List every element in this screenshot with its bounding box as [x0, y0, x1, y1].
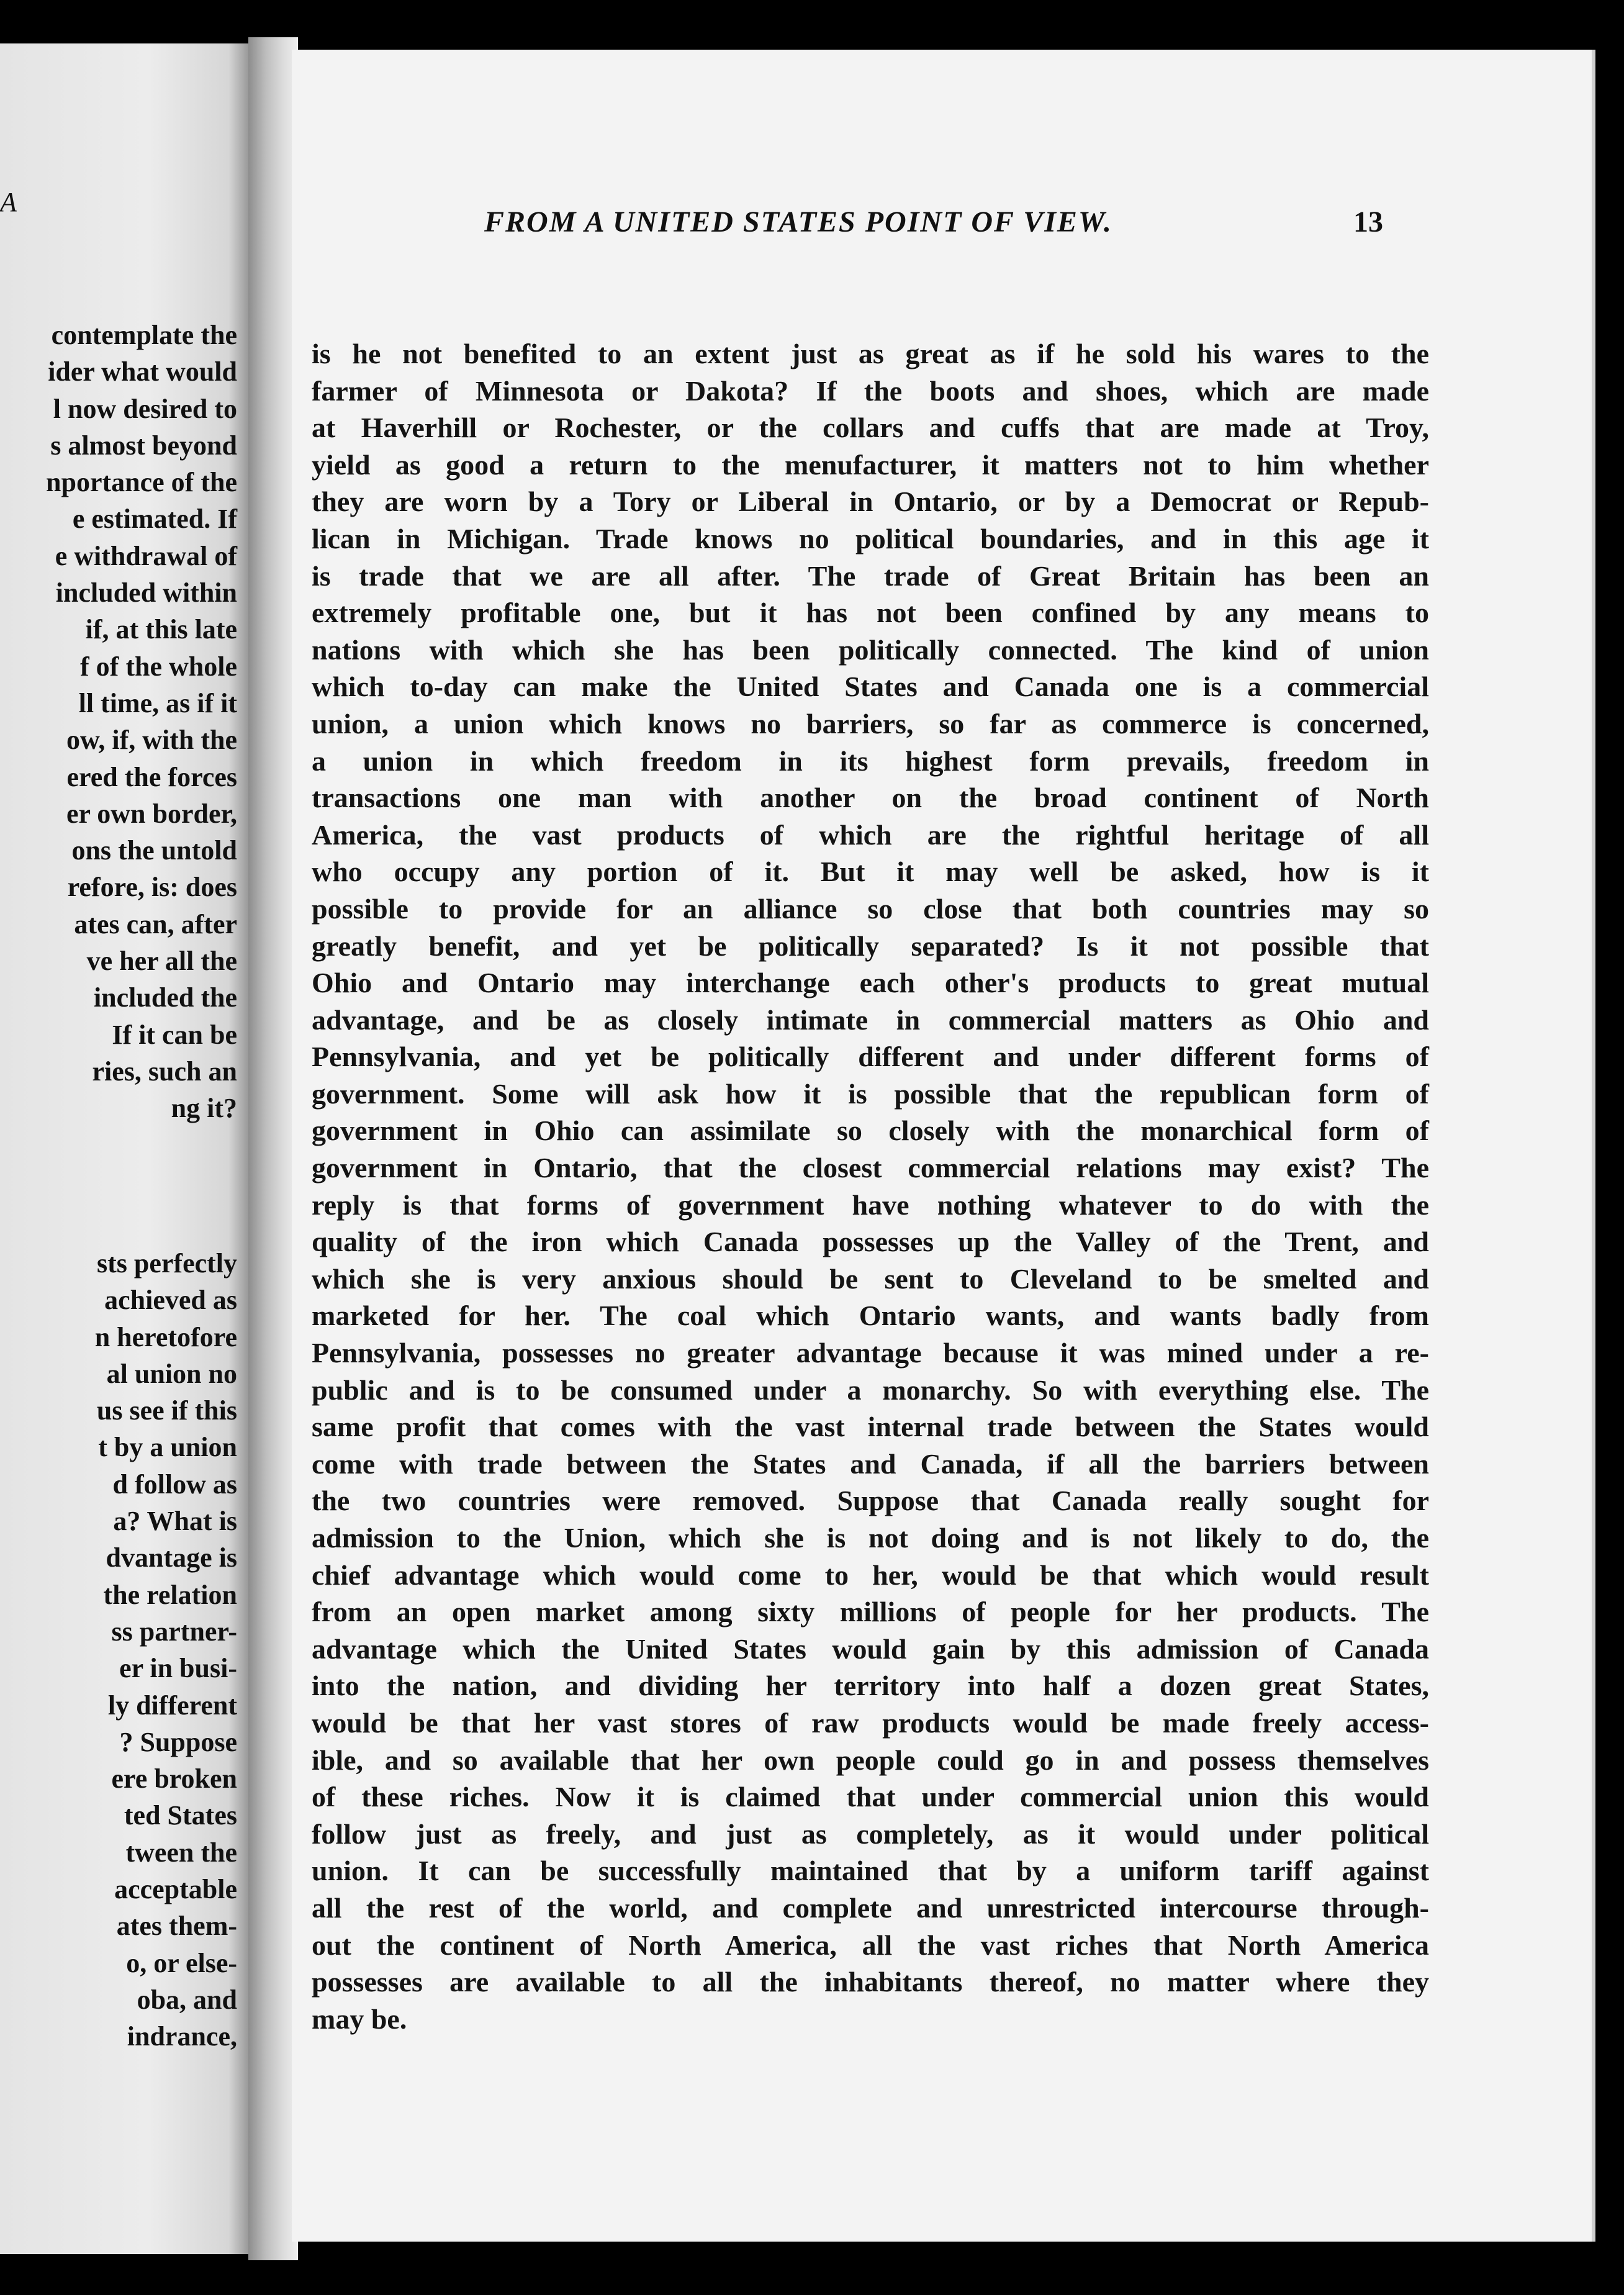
- previous-page-line: included within: [55, 577, 237, 609]
- previous-page-line: e withdrawal of: [55, 540, 237, 571]
- previous-page-line: ered the forces: [66, 761, 237, 792]
- text-line: union, a union which knows no barriers, so far as commerce is concerned,: [312, 707, 1429, 740]
- text-line: the two countries were removed. Suppose that Canada really sought for: [312, 1485, 1429, 1517]
- previous-page-line: oba, and: [137, 1984, 237, 2015]
- text-line: advantage which the United States would gain by this admission of Canada: [312, 1632, 1429, 1665]
- previous-page-line: ow, if, with the: [66, 725, 237, 756]
- text-line: possesses are available to all the inhabitants thereof, no matter where they: [312, 1966, 1429, 1998]
- previous-page-line: included the: [93, 982, 237, 1013]
- text-line: admission to the Union, which she is not doing and is not likely to do, the: [312, 1522, 1429, 1554]
- text-line: America, the vast products of which are the rightful heritage of all: [312, 818, 1429, 851]
- previous-page-line: ss partner-: [111, 1616, 237, 1647]
- previous-page-line: ries, such an: [92, 1056, 237, 1087]
- text-line: which to-day can make the United States and Canada one is a commercial: [312, 671, 1429, 703]
- previous-page-strip: [0, 43, 248, 2254]
- text-line: union. It can be successfully maintained that by a uniform tariff against: [312, 1855, 1429, 1887]
- previous-page-line: er own border,: [66, 798, 237, 829]
- previous-page-line: al union no: [106, 1358, 237, 1389]
- previous-page-line: ll time, as if it: [78, 687, 237, 718]
- text-line: of these riches. Now it is claimed that under commercial union this would: [312, 1781, 1429, 1813]
- text-line: all the rest of the world, and complete and unrestricted intercourse through-: [312, 1891, 1429, 1924]
- text-line: follow just as freely, and just as completely, as it would under political: [312, 1817, 1429, 1850]
- text-line: a union in which freedom in its highest form prevails, freedom in: [312, 745, 1429, 777]
- previous-page-line: dvantage is: [106, 1542, 237, 1573]
- book-gutter: [248, 37, 298, 2260]
- text-line: may be.: [312, 2003, 407, 2035]
- previous-page-text-upper: [0, 317, 237, 1127]
- text-line: at Haverhill or Rochester, or the collars and cuffs that are made at Troy,: [312, 412, 1429, 444]
- text-line: which she is very anxious should be sent to Cleveland to be smelted and: [312, 1262, 1429, 1295]
- previous-page-line: t by a union: [98, 1432, 237, 1463]
- previous-page-line: l now desired to: [53, 393, 237, 424]
- text-line: public and is to be consumed under a monarchy. So with everything else. The: [312, 1374, 1429, 1406]
- previous-page-line: e estimated. If: [72, 504, 237, 535]
- previous-page-line: tween the: [125, 1837, 237, 1868]
- text-line: Pennsylvania, and yet be politically different and under different forms of: [312, 1041, 1429, 1073]
- text-line: reply is that forms of government have nothing whatever to do with the: [312, 1188, 1429, 1221]
- text-line: possible to provide for an alliance so close that both countries may so: [312, 892, 1429, 925]
- text-line: they are worn by a Tory or Liberal in Ontario, or by a Democrat or Repub-: [312, 486, 1429, 518]
- previous-page-line: achieved as: [104, 1285, 237, 1316]
- previous-page-line: acceptable: [114, 1874, 237, 1905]
- previous-page-line: ates can, after: [74, 908, 237, 939]
- text-line: is trade that we are all after. The trade of Great Britain has been an: [312, 559, 1429, 592]
- text-line: ible, and so available that her own people could go in and possess themselves: [312, 1744, 1429, 1776]
- text-line: from an open market among sixty millions of people for her products. The: [312, 1596, 1429, 1628]
- previous-page-line: indrance,: [127, 2021, 237, 2052]
- previous-page-line: ng it?: [171, 1093, 237, 1124]
- previous-page-line: us see if this: [96, 1395, 237, 1426]
- previous-page-line: If it can be: [112, 1019, 237, 1050]
- running-head: FROM A UNITED STATES POINT OF VIEW.: [484, 206, 1113, 238]
- text-line: into the nation, and dividing her territory into half a dozen great States,: [312, 1670, 1429, 1702]
- previous-page-line: ons the untold: [71, 835, 237, 866]
- text-line: advantage, and be as closely intimate in commercial matters as Ohio and: [312, 1003, 1429, 1036]
- previous-page-line: er in busi-: [119, 1653, 237, 1684]
- text-line: Ohio and Ontario may interchange each other's products to great mutual: [312, 967, 1429, 999]
- text-line: who occupy any portion of it. But it may well be asked, how is it: [312, 856, 1429, 888]
- text-line: marketed for her. The coal which Ontario wants, and wants badly from: [312, 1300, 1429, 1332]
- previous-page-line: ly different: [107, 1690, 237, 1721]
- text-line: government. Some will ask how it is possible that the republican form of: [312, 1077, 1429, 1110]
- previous-page-line: the relation: [103, 1579, 237, 1610]
- text-line: chief advantage which would come to her, would be that which would result: [312, 1559, 1429, 1591]
- text-line: come with trade between the States and Canada, if all the barriers between: [312, 1447, 1429, 1480]
- text-line: extremely profitable one, but it has not been confined by any means to: [312, 597, 1429, 629]
- previous-page-line: ider what would: [48, 356, 237, 387]
- previous-page-line: f of the whole: [80, 651, 237, 682]
- body-text: [312, 335, 1429, 2037]
- previous-page-header: A: [0, 187, 17, 217]
- page-number: 13: [1353, 206, 1383, 238]
- text-line: out the continent of North America, all the vast riches that North America: [312, 1929, 1429, 1961]
- text-line: greatly benefit, and yet be politically separated? Is it not possible that: [312, 930, 1429, 962]
- previous-page-line: ve her all the: [86, 946, 237, 977]
- text-line: lican in Michigan. Trade knows no political boundaries, and in this age it: [312, 522, 1429, 555]
- previous-page-line: ted States: [124, 1800, 237, 1831]
- previous-page-line: d follow as: [112, 1469, 237, 1500]
- text-line: is he not benefited to an extent just as great as if he sold his wares to the: [312, 338, 1429, 369]
- previous-page-line: a? What is: [113, 1506, 237, 1537]
- previous-page-line: ates them-: [116, 1911, 237, 1942]
- previous-page-line: if, at this late: [85, 614, 237, 645]
- previous-page-line: s almost beyond: [50, 430, 237, 461]
- previous-page-line: o, or else-: [126, 1947, 237, 1978]
- previous-page-line: ere broken: [111, 1763, 237, 1795]
- previous-page-line: contemplate the: [51, 320, 237, 350]
- text-line: government in Ontario, that the closest commercial relations may exist? The: [312, 1152, 1429, 1184]
- text-line: same profit that comes with the vast internal trade between the States would: [312, 1411, 1429, 1443]
- text-line: government in Ohio can assimilate so closely with the monarchical form of: [312, 1115, 1429, 1147]
- text-line: would be that her vast stores of raw products would be made freely access-: [312, 1706, 1429, 1739]
- previous-page-line: sts perfectly: [96, 1248, 237, 1279]
- text-line: transactions one man with another on the broad continent of North: [312, 782, 1429, 814]
- text-line: farmer of Minnesota or Dakota? If the boots and shoes, which are made: [312, 374, 1429, 407]
- text-line: nations with which she has been politically connected. The kind of union: [312, 633, 1429, 666]
- text-line: yield as good a return to the menufacturer, it matters not to him whether: [312, 448, 1429, 481]
- previous-page-line: n heretofore: [94, 1321, 237, 1352]
- previous-page-line: ? Suppose: [119, 1726, 237, 1757]
- text-line: quality of the iron which Canada possesses up the Valley of the Trent, and: [312, 1226, 1429, 1258]
- page-13: [292, 50, 1595, 2242]
- previous-page-text-lower: [0, 1245, 237, 2055]
- text-line: Pennsylvania, possesses no greater advantage because it was mined under a re-: [312, 1337, 1429, 1369]
- previous-page-line: refore, is: does: [67, 872, 237, 903]
- previous-page-line: nportance of the: [46, 467, 237, 498]
